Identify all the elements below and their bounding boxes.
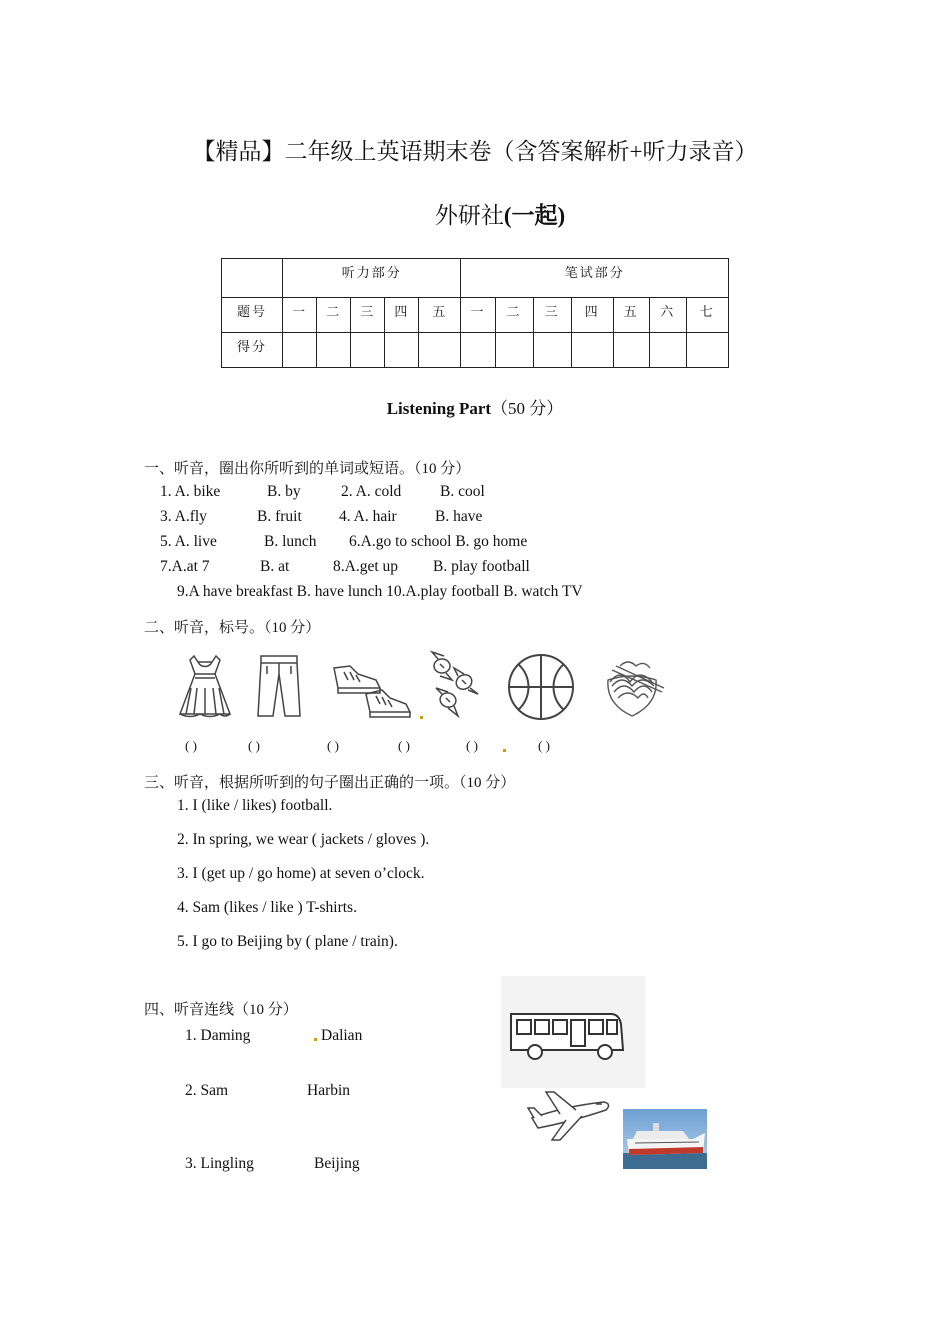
option[interactable]: 6.A.go to school B. go home	[349, 533, 528, 550]
option[interactable]: 8.A.get up	[333, 558, 399, 575]
option[interactable]: B. cool	[440, 483, 485, 500]
person-item[interactable]: 1. Daming	[185, 1027, 251, 1044]
col-header: 五	[419, 298, 461, 333]
option[interactable]: 3. A.fly	[160, 508, 207, 525]
score-table	[221, 258, 729, 368]
city-item[interactable]: Harbin	[307, 1082, 351, 1099]
row-label-score: 得分	[222, 333, 283, 368]
sentence[interactable]: 3. I (get up / go home) at seven o’clock.	[177, 865, 425, 882]
noodles-icon	[600, 652, 666, 722]
edition: (一起)	[503, 203, 566, 228]
score-cell[interactable]	[649, 333, 686, 368]
plane-icon	[526, 1088, 612, 1142]
corner-cell	[222, 259, 283, 298]
col-header: 四	[571, 298, 613, 333]
option[interactable]: 4. A. hair	[339, 508, 397, 525]
col-header: 二	[317, 298, 351, 333]
written-header: 笔试部分	[461, 259, 729, 298]
scan-dot	[420, 716, 423, 719]
document-title: 【精品】二年级上英语期末卷（含答案解析+听力录音）	[192, 139, 758, 164]
candy-icon	[428, 648, 484, 722]
option[interactable]: B. by	[267, 483, 301, 500]
section2-heading: 二、听音，标号。（10 分）	[144, 620, 321, 636]
row-label-number: 题号	[222, 298, 283, 333]
col-header: 七	[686, 298, 728, 333]
score-cell[interactable]	[461, 333, 495, 368]
section4-heading: 四、听音连线（10 分）	[144, 1002, 298, 1018]
bus-icon	[501, 976, 645, 1088]
trousers-icon	[255, 652, 303, 720]
option[interactable]: B. fruit	[257, 508, 302, 525]
score-cell[interactable]	[533, 333, 571, 368]
col-header: 一	[461, 298, 495, 333]
col-header: 一	[283, 298, 317, 333]
col-header: 六	[649, 298, 686, 333]
col-header: 四	[385, 298, 419, 333]
person-item[interactable]: 2. Sam	[185, 1082, 229, 1099]
section1-heading: 一、听音，圈出你所听到的单词或短语。（10 分）	[144, 461, 471, 477]
listening-part-score: （50 分）	[491, 399, 564, 418]
option[interactable]: B. lunch	[264, 533, 317, 550]
listening-header: 听力部分	[283, 259, 461, 298]
scan-dot	[503, 749, 506, 752]
sneakers-icon	[330, 660, 412, 722]
city-item[interactable]: Beijing	[314, 1155, 360, 1172]
listening-part-heading	[0, 394, 950, 419]
score-cell[interactable]	[495, 333, 533, 368]
section3-heading: 三、听音，根据所听到的句子圈出正确的一项。（10 分）	[144, 775, 516, 791]
score-cell[interactable]	[419, 333, 461, 368]
col-header: 三	[351, 298, 385, 333]
sentence[interactable]: 5. I go to Beijing by ( plane / train).	[177, 933, 398, 950]
option[interactable]: B. at	[260, 558, 290, 575]
answer-blank[interactable]: ( )	[466, 738, 478, 753]
publisher: 外研社	[434, 203, 504, 228]
score-cell[interactable]	[571, 333, 613, 368]
score-cell[interactable]	[385, 333, 419, 368]
score-cell[interactable]	[317, 333, 351, 368]
answer-blank[interactable]: ( )	[248, 738, 260, 753]
option[interactable]: 9.A have breakfast B. have lunch 10.A.play football B. watch TV	[177, 583, 583, 600]
answer-blank[interactable]: ( )	[538, 738, 550, 753]
score-cell[interactable]	[283, 333, 317, 368]
score-cell[interactable]	[351, 333, 385, 368]
score-cell[interactable]	[686, 333, 728, 368]
col-header: 二	[495, 298, 533, 333]
person-item[interactable]: 3. Lingling	[185, 1155, 254, 1172]
option[interactable]: B. have	[435, 508, 483, 525]
sentence[interactable]: 1. I (like / likes) football.	[177, 797, 333, 814]
option[interactable]: 5. A. live	[160, 533, 217, 550]
score-cell[interactable]	[613, 333, 649, 368]
sentence[interactable]: 2. In spring, we wear ( jackets / gloves ).	[177, 831, 430, 848]
basketball-icon	[506, 652, 576, 722]
dress-icon	[174, 652, 236, 720]
option[interactable]: B. play football	[433, 558, 530, 575]
listening-part-title: Listening Part	[386, 399, 492, 418]
option[interactable]: 7.A.at 7	[160, 558, 210, 575]
ship-photo	[623, 1109, 707, 1169]
answer-blank[interactable]: ( )	[327, 738, 339, 753]
option[interactable]: 1. A. bike	[160, 483, 221, 500]
option[interactable]: 2. A. cold	[341, 483, 402, 500]
scan-dot	[314, 1038, 317, 1041]
col-header: 五	[613, 298, 649, 333]
sentence[interactable]: 4. Sam (likes / like ) T-shirts.	[177, 899, 357, 916]
answer-blank[interactable]: ( )	[398, 738, 410, 753]
col-header: 三	[533, 298, 571, 333]
city-item[interactable]: Dalian	[321, 1027, 363, 1044]
answer-blank[interactable]: ( )	[185, 738, 197, 753]
document-subtitle	[0, 197, 950, 230]
